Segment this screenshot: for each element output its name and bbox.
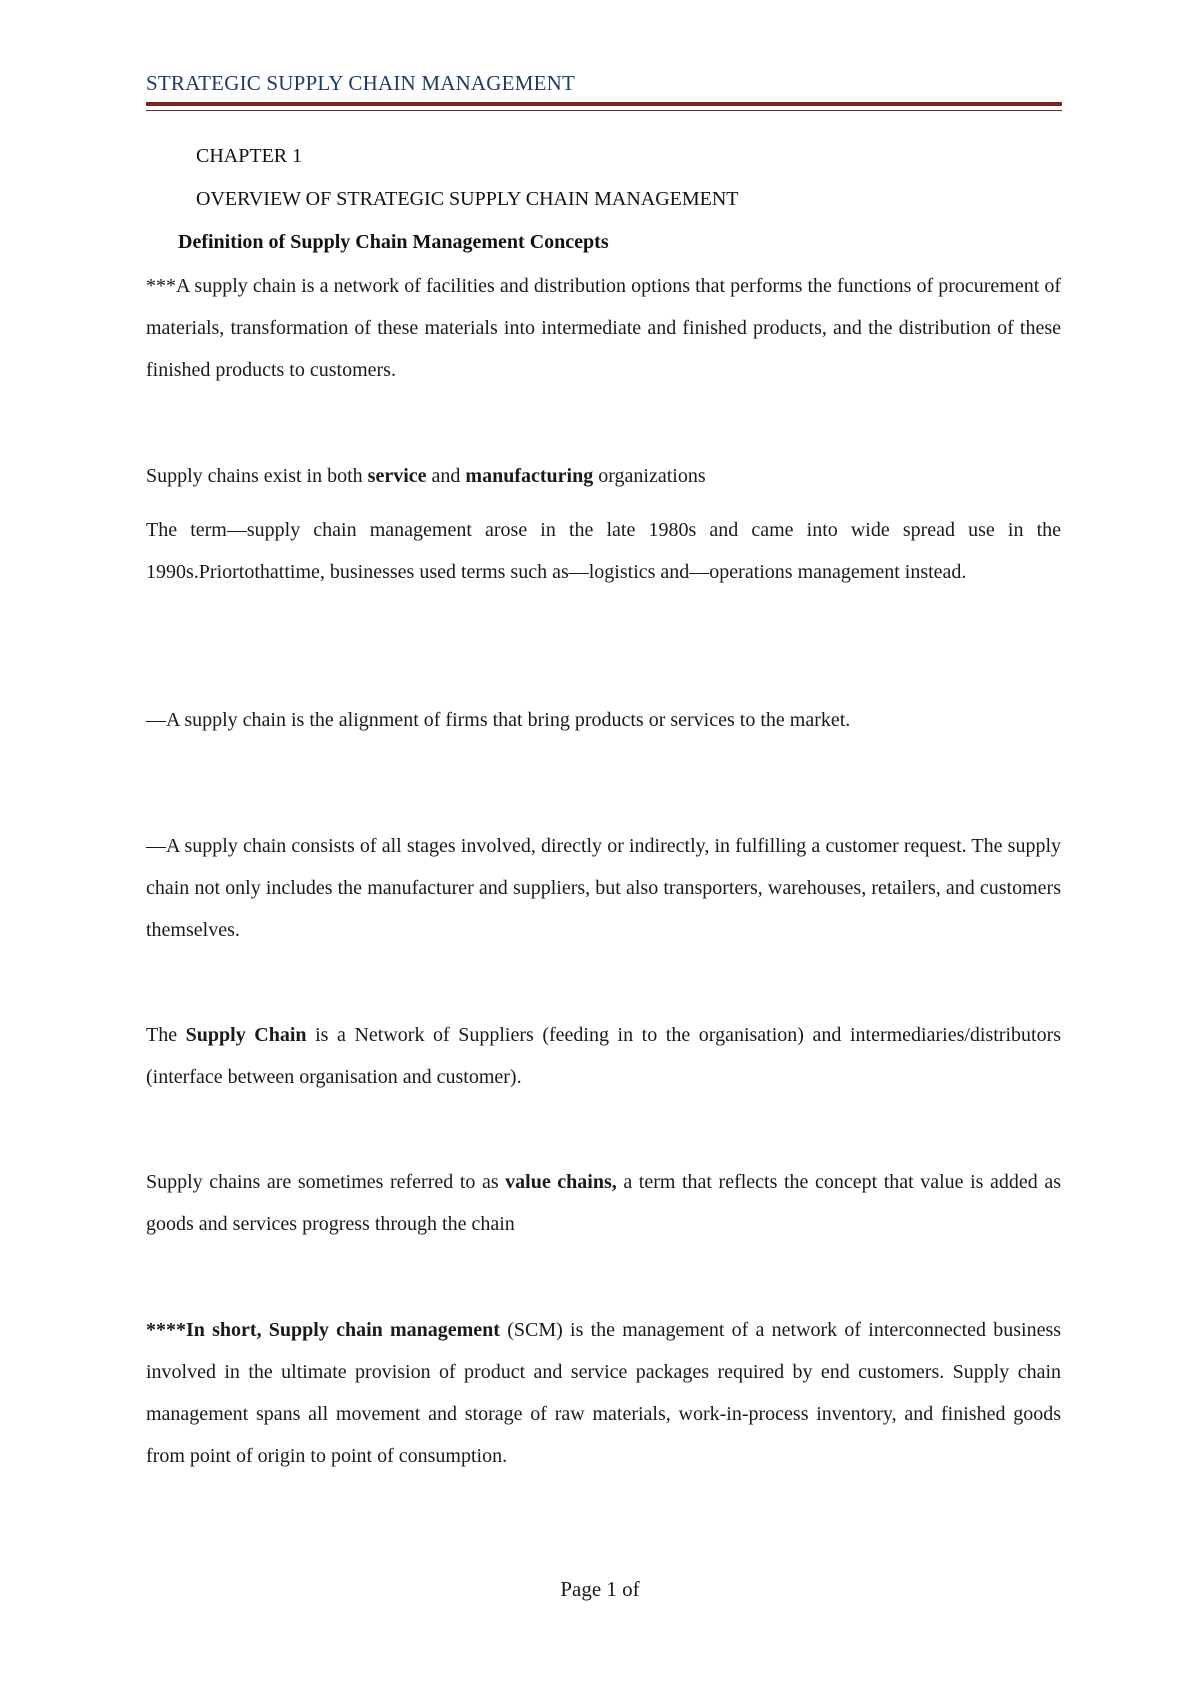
paragraph-service-manufacturing: Supply chains exist in both service and manufacturing organizations	[146, 465, 706, 487]
header-rule-thin	[146, 110, 1062, 111]
paragraph-term-history: The term—supply chain management arose in the late 1980s and came into wide spread use in the 1990s.Priortothattime, businesses used terms such as—logistics and—operations management instead.	[146, 519, 1061, 583]
paragraph-definition: ***A supply chain is a network of facilities and distribution options that performs the functions of procurement of materials, transformation of these materials into intermediate and finished products, and the distribution of these finished products to customers.	[146, 275, 1061, 381]
paragraph-network: The Supply Chain is a Network of Suppliers (feeding in to the organisation) and intermediaries/distributors (interface between organisation and customer).	[146, 1024, 1062, 1088]
paragraph-stages: —A supply chain consists of all stages involved, directly or indirectly, in fulfilling a customer request. The supply chain not only includes the manufacturer and suppliers, but also transporters, warehouses, retailers, and customers themselves.	[146, 835, 1061, 941]
running-header-title: STRATEGIC SUPPLY CHAIN MANAGEMENT	[146, 71, 575, 95]
page-number-footer: Page 1 of	[560, 1577, 640, 1601]
header-rule-thick	[146, 102, 1062, 106]
chapter-number: CHAPTER 1	[196, 145, 303, 167]
paragraph-scm-summary: ****In short, Supply chain management (SCM) is the management of a network of interconnected business involved in the ultimate provision of product and service packages required by end customers. Supply chain management spans all movement and storage of raw materials, work-in-process inventory, and finished goods from point of origin to point of consumption.	[146, 1319, 1062, 1467]
chapter-title: OVERVIEW OF STRATEGIC SUPPLY CHAIN MANAGEMENT	[196, 188, 739, 210]
section-heading: Definition of Supply Chain Management Concepts	[178, 231, 609, 253]
paragraph-value-chains: Supply chains are sometimes referred to as value chains, a term that reflects the concept that value is added as goods and services progress through the chain	[146, 1171, 1061, 1235]
paragraph-alignment: —A supply chain is the alignment of firms that bring products or services to the market.	[146, 709, 851, 731]
